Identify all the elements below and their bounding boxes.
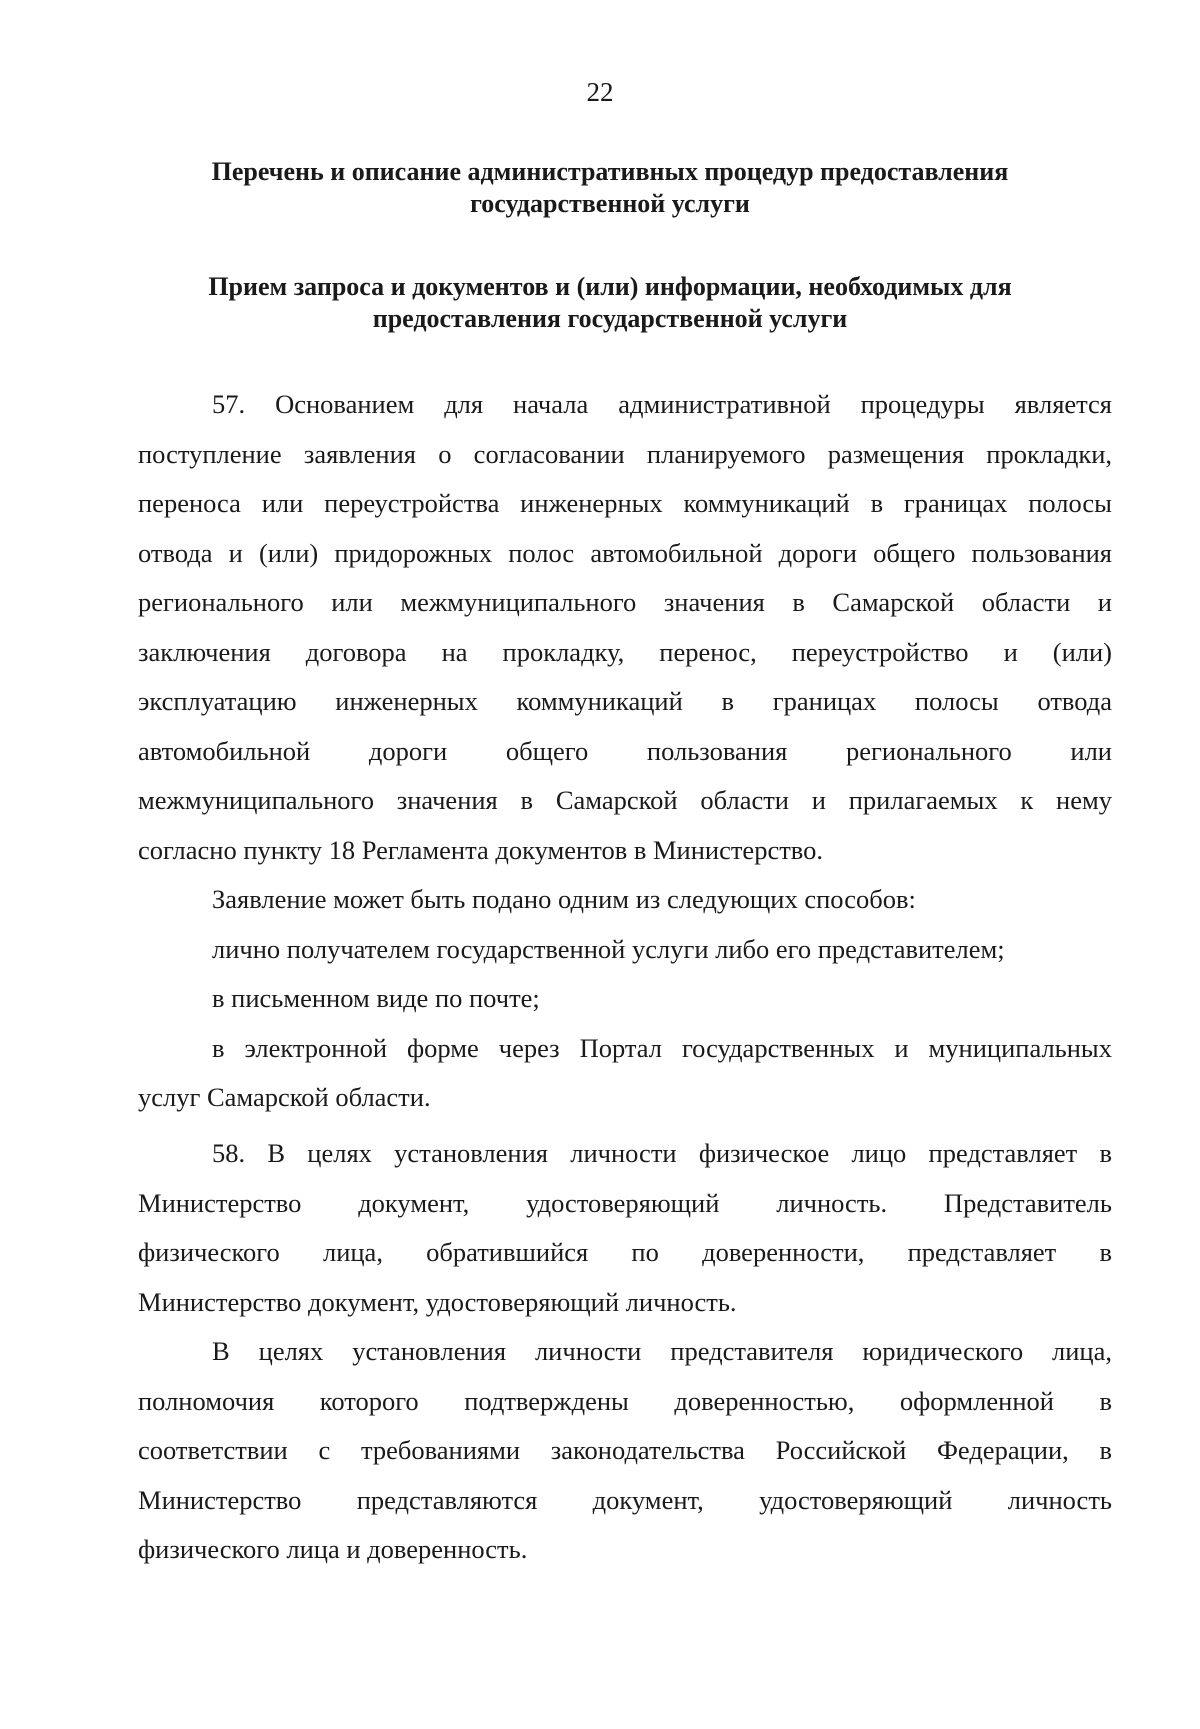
paragraph-line: поступление заявления о согласовании планируемого размещения прокладки, <box>138 438 1112 469</box>
paragraph-line: 57. Основанием для начала административной процедуры является <box>212 389 1112 419</box>
paragraph-line: отвода и (или) придорожных полос автомобильной дороги общего пользования <box>138 537 1112 568</box>
paragraph-line: переноса или переустройства инженерных коммуникаций в границах полосы <box>138 488 1112 518</box>
subsection-heading-line-1: Прием запроса и документов и (или) информации, необходимых для <box>208 272 1012 301</box>
subsection-heading-line-2: предоставления государственной услуги <box>372 304 848 333</box>
paragraph-line: регионального или межмуниципального значения в Самарской области и <box>138 587 1112 617</box>
subsection-heading <box>130 271 1090 335</box>
paragraph-line: межмуниципального значения в Самарской области и прилагаемых к нему <box>138 785 1112 815</box>
section-heading-line-2: государственной услуги <box>470 189 750 218</box>
paragraph-line: полномочия которого подтверждены доверенностью, оформленной в <box>138 1385 1112 1416</box>
paragraph-58 <box>138 1129 1112 1327</box>
paragraph-58-representative <box>138 1327 1112 1575</box>
paragraph-line: Министерство представляются документ, удостоверяющий личность <box>138 1484 1112 1515</box>
page-number: 22 <box>586 77 614 107</box>
section-heading-line-1: Перечень и описание административных процедур предоставления <box>211 157 1009 186</box>
paragraph-line: Министерство документ, удостоверяющий личность. Представитель <box>138 1187 1112 1218</box>
paragraph-line: эксплуатацию инженерных коммуникаций в границах полосы отвода <box>138 686 1112 716</box>
paragraph-line: Министерство документ, удостоверяющий личность. <box>138 1286 737 1317</box>
paragraph-line: физического лица, обратившийся по доверенности, представляет в <box>138 1237 1112 1267</box>
method-electronic-cont: услуг Самарской области. <box>138 1082 431 1112</box>
method-by-mail: в письменном виде по почте; <box>212 983 540 1013</box>
paragraph-line: физического лица и доверенность. <box>138 1534 528 1564</box>
paragraph-line: соответствии с требованиями законодательства Российской Федерации, в <box>138 1435 1112 1465</box>
method-electronic: в электронной форме через Портал государственных и муниципальных <box>212 1032 1112 1063</box>
methods-intro: Заявление может быть подано одним из следующих способов: <box>212 884 916 914</box>
section-heading <box>130 156 1090 220</box>
method-in-person: лично получателем государственной услуги либо его представителем; <box>212 933 1005 964</box>
paragraph-line: В целях установления личности представителя юридического лица, <box>212 1336 1112 1366</box>
paragraph-line: заключения договора на прокладку, перенос, переустройство и (или) <box>138 636 1112 667</box>
paragraph-line: автомобильной дороги общего пользования регионального или <box>138 735 1112 766</box>
paragraph-line: согласно пункту 18 Регламента документов в Министерство. <box>138 834 823 865</box>
paragraph-line: 58. В целях установления личности физическое лицо представляет в <box>212 1138 1112 1168</box>
paragraph-57 <box>138 380 1112 1123</box>
